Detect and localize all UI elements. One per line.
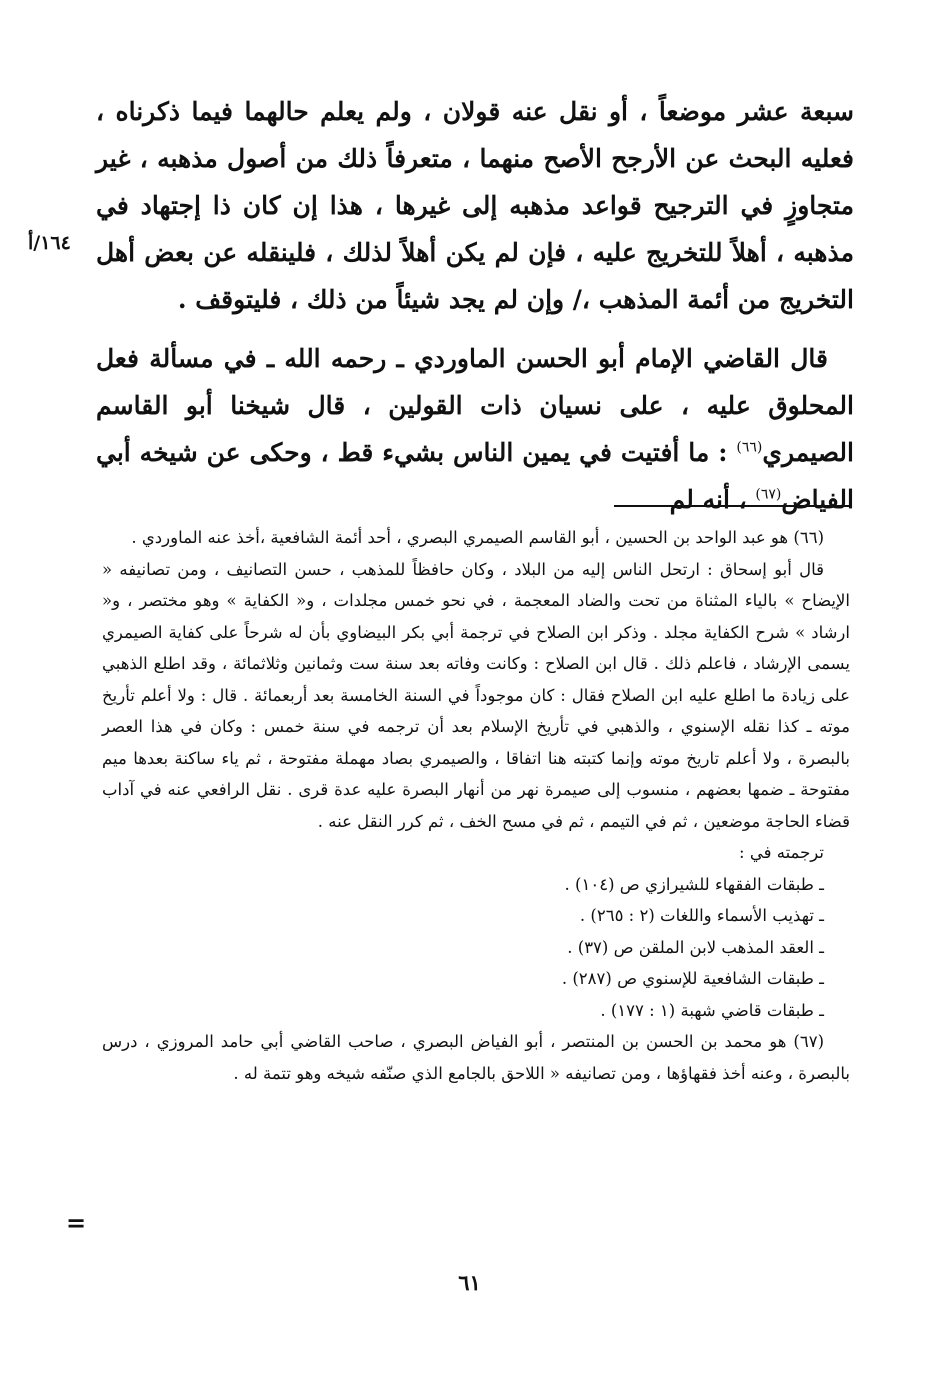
source-item: ـ طبقات الشافعية للإسنوي ص (٢٨٧) . <box>561 969 824 988</box>
footnote-ref-67[interactable]: (٦٧) <box>755 486 782 503</box>
source-item: ـ تهذيب الأسماء واللغات (٢ : ٢٦٥) . <box>579 906 824 925</box>
footnotes <box>102 522 850 1089</box>
source-item: ـ طبقات الفقهاء للشيرازي ص (١٠٤) . <box>564 874 824 894</box>
source-item: ـ طبقات قاضي شهبة (١ : ١٧٧) . <box>600 1000 824 1020</box>
source-item: ـ العقد المذهب لابن الملقن ص (٣٧) . <box>567 937 824 957</box>
footnote-66: (٦٦) هو عبد الواحد بن الحسين ، أبو القاسم الصيمري البصري ، أحد أئمة الشافعية ،أخذ عنه الماوردي . <box>131 528 824 547</box>
main-paragraph-2-part-2: : ما أفتيت في يمين الناس بشيء قط ، وحكى عن شيخه أبي الفياض <box>96 438 854 514</box>
continuation-mark: = <box>66 1208 87 1237</box>
footnote-ref-66[interactable]: (٦٦) <box>736 439 763 456</box>
bio-intro: ترجمته في : <box>739 843 824 862</box>
main-paragraph-1: سبعة عشر موضعاً ، أو نقل عنه قولان ، ولم يعلم حالهما فيما ذكرناه ، فعليه البحث عن الأرجح الأصح منهما ، متعرفاً ذلك من أصول مذهبه ، غير متجاوزٍ في الترجيح قواعد مذهبه إلى غيرها ، هذا إن كان ذا إجتهاد في مذهبه ، أهلاً للتخريج عليه ، فإن لم يكن أهلاً لذلك ، فلينقله عن بعض أهل التخريج من أئمة المذهب ،/ وإن لم يجد شيئاً من ذلك ، فليتوقف . <box>96 97 854 314</box>
footnote-67: (٦٧) هو محمد بن الحسن بن المنتصر ، أبو الفياض البصري ، صاحب القاضي أبي حامد المروزي ، درس بالبصرة ، وعنه أخذ فقهاؤها ، ومن تصانيفه « اللاحق بالجامع الذي صنّفه شيخه وهو تتمة له . <box>102 1032 850 1083</box>
footnote-66-detail: قال أبو إسحاق : ارتحل الناس إليه من البلاد ، وكان حافظاً للمذهب ، حسن التصانيف ، ومن تصانيفه « الإيضاح » بالياء المثناة من تحت والضاد المعجمة ، في نحو خمس مجلدات ، و« الكفاية » وهو مختصر ، و« ارشاد » شرح الكفاية مجلد . وذكر ابن الصلاح في ترجمة أبي بكر البيضاوي بأن له شرحاً على كفاية الصيمري يسمى الإرشاد ، فاعلم ذلك . قال ابن الصلاح : وكانت وفاته بعد سنة ست وثمانين وثلاثمائة ، وقد اطلع الذهبي على زيادة ما اطلع عليه ابن الصلاح فقال : كان موجوداً في السنة الخامسة بعد أربعمائة . قال : ولا أعلم تأريخ موته ـ كذا نقله الإسنوي ، والذهبي في تأريخ الإسلام بعد أن ترجمه في سنة خمس : وكان في هذا العصر بالبصرة ، ولا أعلم تاريخ موته وإنما كتبته هنا اتفاقا ، والصيمري بصاد مهملة مفتوحة ، ثم ياء ساكنة بعدها ميم مفتوحة ـ ضمها بعضهم ، منسوب إلى صيمرة نهر من أنهار البصرة عليه عدة قرى . نقل الرافعي عنه في آداب قضاء الحاجة موضعين ، ثم في التيمم ، ثم في مسح الخف ، ثم كرر النقل عنه . <box>102 559 850 831</box>
main-paragraph-2 <box>96 335 854 523</box>
manuscript-folio-note: ١٦٤/أ <box>28 232 71 254</box>
main-text <box>96 88 854 523</box>
sources-list <box>102 869 850 1027</box>
main-paragraph-2-part-3: ، أنه لم <box>669 485 756 514</box>
page-number: ٦١ <box>458 1270 481 1295</box>
footnote-divider <box>614 505 850 507</box>
main-paragraph-2-part-1: قال القاضي الإمام أبو الحسن الماوردي ـ رحمه الله ـ في مسألة فعل المحلوق عليه ، على نسيان ذات القولين ، قال شيخنا أبو القاسم الصيمري <box>96 344 854 467</box>
